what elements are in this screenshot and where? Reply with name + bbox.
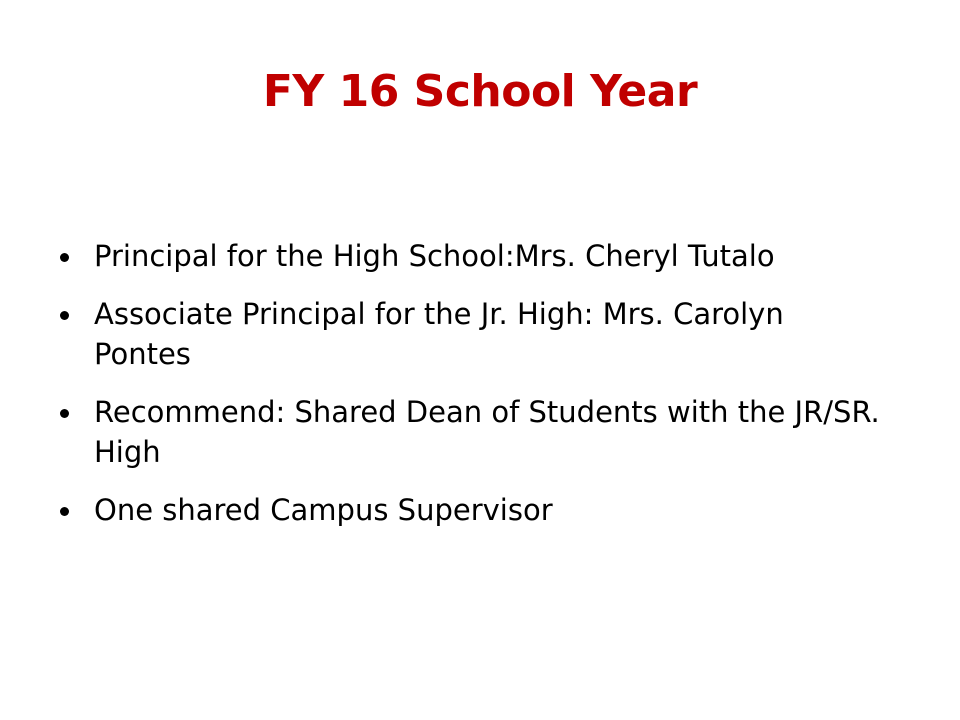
bullet-item: [60, 236, 880, 276]
bullet-item: [60, 490, 880, 530]
bullet-item: [60, 392, 880, 472]
bullet-item: [60, 294, 880, 374]
bullet-text: Principal for the High School:Mrs. Cheryl Tutalo: [94, 239, 775, 273]
slide-title: FY 16 School Year: [262, 66, 698, 117]
bullet-list: [60, 236, 880, 548]
bullet-dot-icon: [60, 409, 69, 418]
bullet-text: Associate Principal for the Jr. High: Mrs. Carolyn Pontes: [94, 297, 784, 371]
bullet-dot-icon: [60, 507, 69, 516]
bullet-text: One shared Campus Supervisor: [94, 493, 553, 527]
bullet-text: Recommend: Shared Dean of Students with the JR/SR. High: [94, 395, 880, 469]
bullet-dot-icon: [60, 253, 69, 262]
bullet-dot-icon: [60, 311, 69, 320]
